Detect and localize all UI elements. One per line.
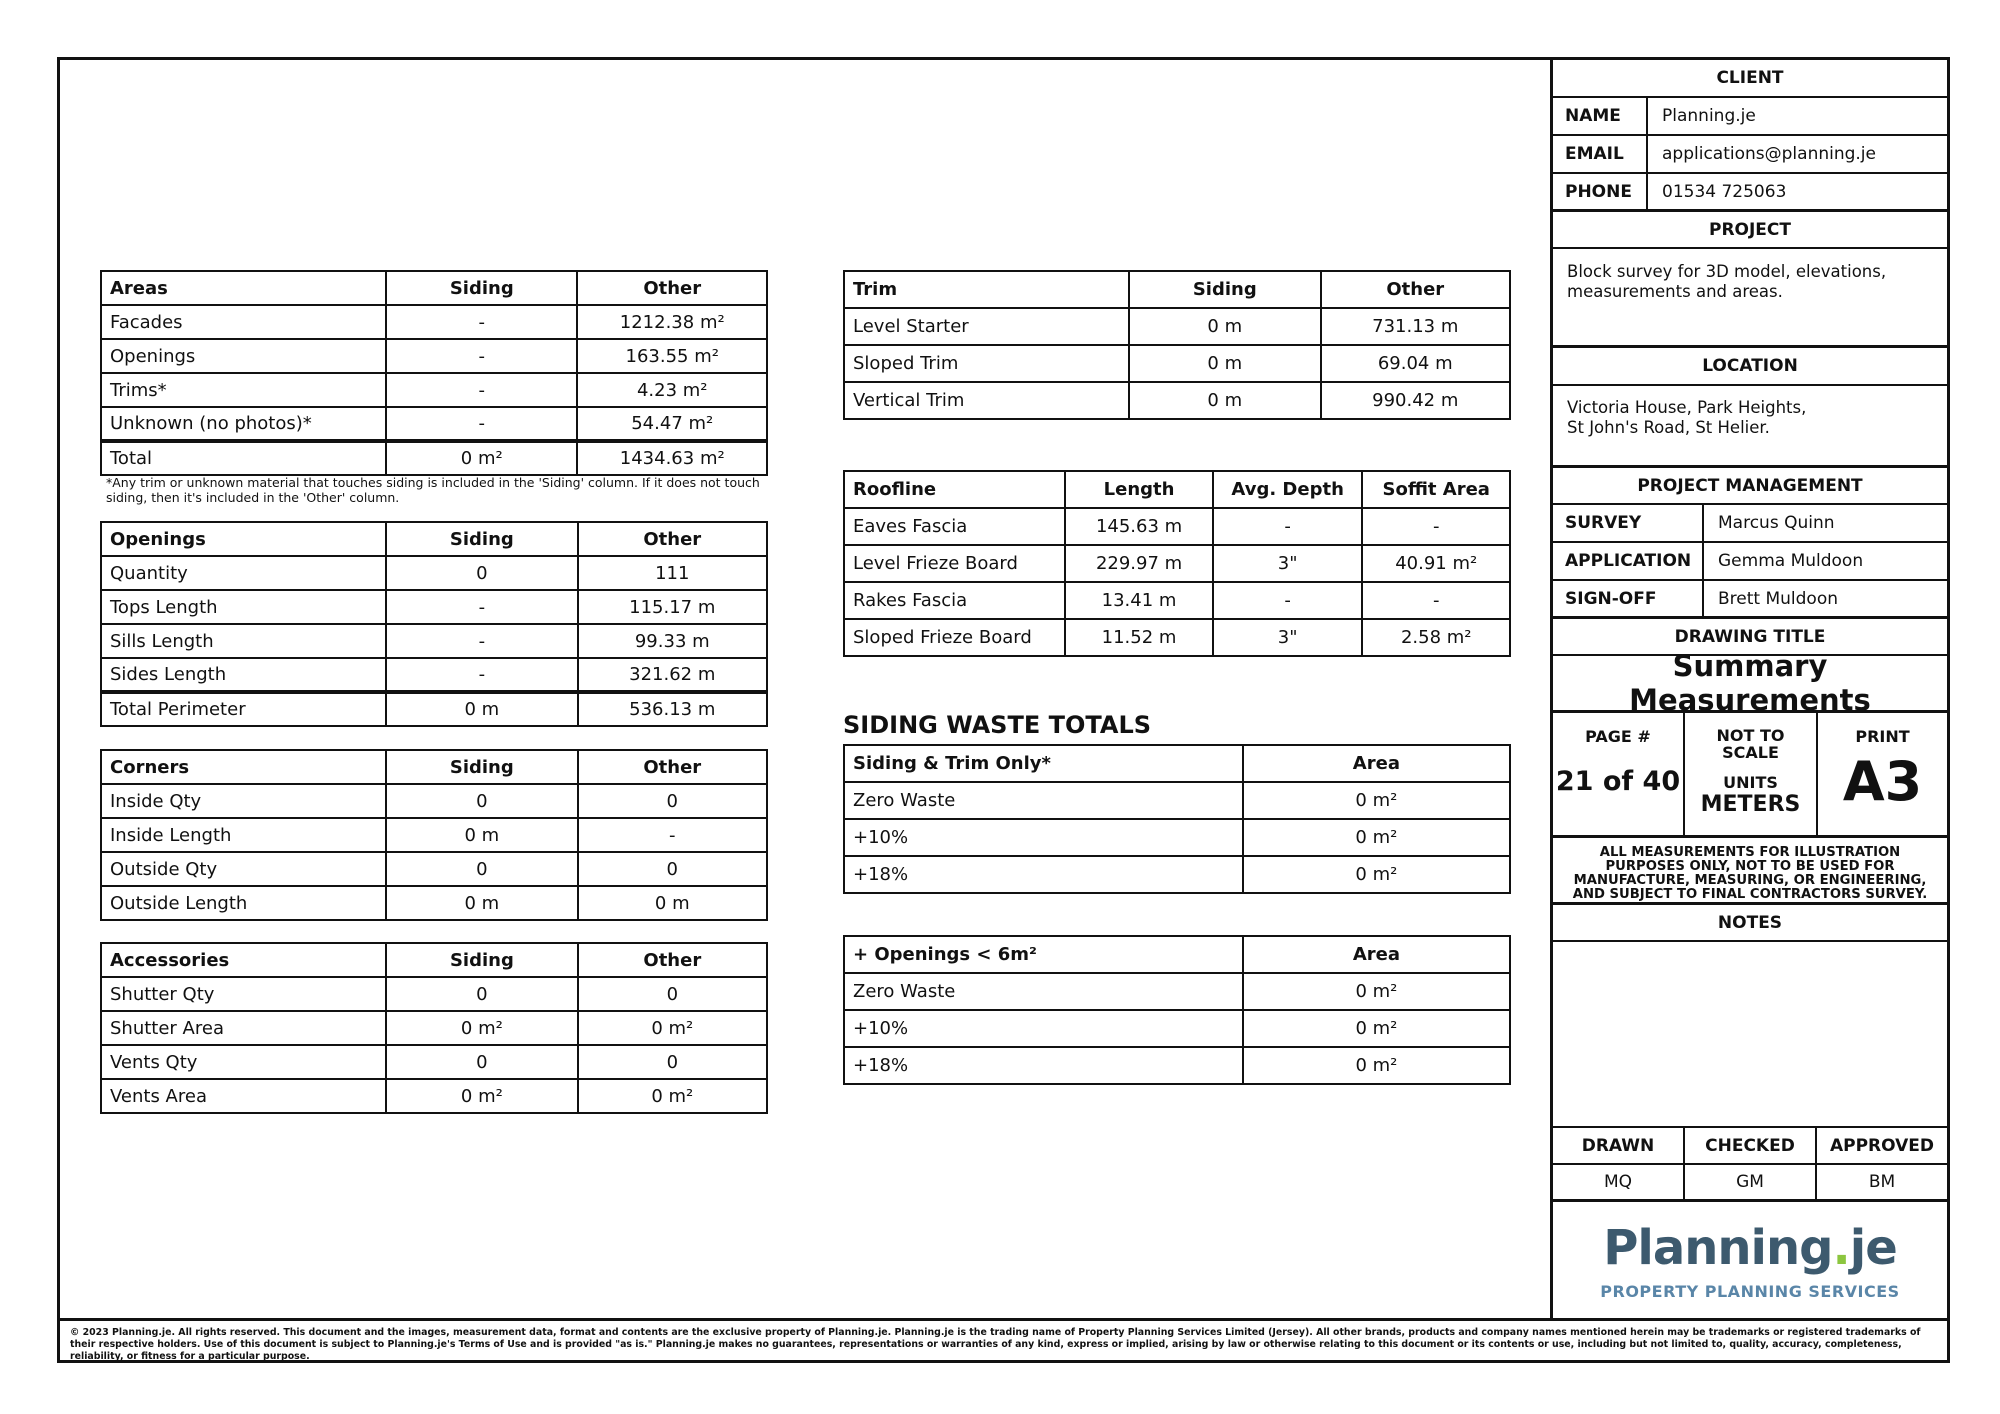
application-value: Gemma Muldoon	[1718, 551, 1864, 571]
page-number: 21 of 40	[1555, 766, 1681, 797]
table-row	[844, 508, 1510, 545]
table-cell: 163.55 m²	[577, 339, 767, 373]
logo-main-text: Planning	[1603, 1220, 1833, 1276]
column-header: Siding	[386, 750, 577, 784]
survey-value: Marcus Quinn	[1718, 513, 1835, 533]
table-cell: 0	[386, 784, 577, 818]
table-cell: 115.17 m	[578, 590, 767, 624]
table-cell: 1434.63 m²	[577, 441, 767, 475]
table-cell: 0 m	[386, 692, 577, 726]
table-cell: 0 m²	[1243, 1010, 1510, 1047]
signoff-value: Brett Muldoon	[1718, 588, 1839, 609]
table-cell: 145.63 m	[1065, 508, 1213, 545]
column-header: Corners	[101, 750, 386, 784]
table-cell: 99.33 m	[578, 624, 767, 658]
table-cell: -	[1213, 582, 1363, 619]
page-cell	[1553, 713, 1685, 835]
table-row	[844, 582, 1510, 619]
column-header: + Openings < 6m²	[844, 936, 1243, 973]
client-email-row	[1553, 136, 1947, 174]
table-row	[101, 373, 767, 407]
column-header: Openings	[101, 522, 386, 556]
column-header: Siding & Trim Only*	[844, 745, 1243, 782]
table-cell: -	[386, 590, 577, 624]
drawn-label: DRAWN	[1553, 1128, 1685, 1163]
table-cell: 731.13 m	[1321, 308, 1511, 345]
table-header-row	[101, 750, 767, 784]
table-row	[101, 818, 767, 852]
table-cell: 0 m	[1129, 308, 1320, 345]
table-cell: Level Frieze Board	[844, 545, 1065, 582]
scale-label	[1685, 727, 1816, 761]
signoff-header-row	[1553, 1128, 1947, 1165]
signoff-row	[1553, 581, 1947, 619]
table-cell: 0	[386, 977, 577, 1011]
column-header: Avg. Depth	[1213, 471, 1363, 508]
table-row	[101, 977, 767, 1011]
table-row	[844, 382, 1510, 419]
table-row	[844, 345, 1510, 382]
checked-initials: GM	[1685, 1165, 1817, 1199]
company-logo	[1553, 1202, 1947, 1313]
scale-label-line-1: NOT TO	[1716, 726, 1785, 745]
column-header: Areas	[101, 271, 386, 305]
column-header: Other	[577, 271, 767, 305]
table-cell: 0	[386, 852, 577, 886]
name-label: NAME	[1553, 98, 1648, 134]
table-cell: -	[578, 818, 767, 852]
location-header: LOCATION	[1553, 348, 1947, 386]
areas-footnote: *Any trim or unknown material that touches siding is included in the 'Siding' column. If it does not touch siding, then it's included in the 'Other' column.	[106, 475, 760, 505]
table-cell: 0 m²	[386, 1011, 577, 1045]
table-cell: Sills Length	[101, 624, 386, 658]
client-name-row	[1553, 98, 1947, 136]
table-cell: -	[386, 407, 577, 441]
table-cell: 0 m²	[1243, 782, 1510, 819]
table-cell: Quantity	[101, 556, 386, 590]
footer-divider	[60, 1318, 1947, 1321]
copyright-footer: © 2023 Planning.je. All rights reserved. This document and the images, measurement data, format and contents are the exclusive property of Planning.je. Planning.je is the trading name of Property Planning Services Limited (Jersey). All other brands, products and company names mentioned herein may be trademarks or registered trademarks of their respective holders. Use of this document is subject to Planning.je's Terms of Use and is provided "as is." Planning.je makes no guarantees, representations or warranties of any kind, express or implied, arising by law or otherwise relating to this document or its contents or use, including but not limited to, quality, accuracy, completeness, reliability, or fitness for a particular purpose.	[70, 1327, 1921, 1362]
column-header: Siding	[386, 522, 577, 556]
table-cell: +10%	[844, 1010, 1243, 1047]
table-cell: 0	[578, 977, 767, 1011]
column-header: Siding	[1129, 271, 1320, 308]
table-cell: Sloped Frieze Board	[844, 619, 1065, 656]
table-cell: Level Starter	[844, 308, 1129, 345]
client-email: applications@planning.je	[1662, 144, 1876, 164]
drawing-sheet	[57, 57, 1950, 1363]
column-header: Roofline	[844, 471, 1065, 508]
table-row	[844, 973, 1510, 1010]
areas-table	[100, 270, 768, 476]
table-row	[844, 856, 1510, 893]
drawn-initials: MQ	[1553, 1165, 1685, 1199]
table-cell: 0 m²	[578, 1079, 767, 1113]
table-cell: Eaves Fascia	[844, 508, 1065, 545]
scale-cell	[1685, 713, 1818, 835]
location-line-1: Victoria House, Park Heights,	[1567, 398, 1807, 417]
table-cell: 0 m	[578, 886, 767, 920]
title-block	[1550, 60, 1947, 1318]
application-label: APPLICATION	[1553, 543, 1704, 579]
column-header: Other	[1321, 271, 1511, 308]
table-row	[101, 407, 767, 441]
table-cell: 40.91 m²	[1362, 545, 1510, 582]
project-description: Block survey for 3D model, elevations, measurements and areas.	[1553, 249, 1947, 348]
table-row	[101, 886, 767, 920]
table-cell: Total Perimeter	[101, 692, 386, 726]
table-row	[101, 852, 767, 886]
openings-waste-table	[843, 935, 1511, 1085]
table-cell: 0 m²	[1243, 973, 1510, 1010]
table-cell: 0 m²	[386, 1079, 577, 1113]
client-header: CLIENT	[1553, 60, 1947, 98]
table-cell: 321.62 m	[578, 658, 767, 692]
table-header-row	[101, 271, 767, 305]
table-cell: 2.58 m²	[1362, 619, 1510, 656]
column-header: Trim	[844, 271, 1129, 308]
scale-label-line-2: SCALE	[1722, 743, 1779, 762]
table-cell: -	[386, 658, 577, 692]
table-row	[101, 339, 767, 373]
logo-tagline: PROPERTY PLANNING SERVICES	[1600, 1282, 1900, 1301]
table-cell: -	[1362, 508, 1510, 545]
table-cell: 1212.38 m²	[577, 305, 767, 339]
table-cell: Rakes Fascia	[844, 582, 1065, 619]
table-cell: 3"	[1213, 545, 1363, 582]
table-cell: 69.04 m	[1321, 345, 1511, 382]
table-cell: Shutter Area	[101, 1011, 386, 1045]
table-cell: -	[386, 624, 577, 658]
table-row	[101, 305, 767, 339]
table-cell: Facades	[101, 305, 386, 339]
project-header: PROJECT	[1553, 212, 1947, 249]
location-line-2: St John's Road, St Helier.	[1567, 418, 1770, 437]
table-cell: Total	[101, 441, 386, 475]
table-cell: 111	[578, 556, 767, 590]
table-row	[844, 782, 1510, 819]
table-row	[101, 556, 767, 590]
survey-row	[1553, 505, 1947, 543]
table-cell: 0 m²	[1243, 819, 1510, 856]
table-row	[844, 1010, 1510, 1047]
siding-waste-table	[843, 744, 1511, 894]
column-header: Siding	[386, 271, 577, 305]
table-cell: 0	[386, 1045, 577, 1079]
table-cell: 4.23 m²	[577, 373, 767, 407]
column-header: Siding	[386, 943, 577, 977]
column-header: Other	[578, 943, 767, 977]
email-label: EMAIL	[1553, 136, 1648, 172]
table-cell: Openings	[101, 339, 386, 373]
column-header: Area	[1243, 936, 1510, 973]
table-cell: Trims*	[101, 373, 386, 407]
table-cell: 990.42 m	[1321, 382, 1511, 419]
table-row	[101, 784, 767, 818]
table-cell: 54.47 m²	[577, 407, 767, 441]
application-row	[1553, 543, 1947, 581]
table-cell: -	[1362, 582, 1510, 619]
table-row	[844, 619, 1510, 656]
table-cell: 229.97 m	[1065, 545, 1213, 582]
units-value: METERS	[1700, 792, 1801, 817]
table-row	[101, 1045, 767, 1079]
roofline-table	[843, 470, 1511, 657]
table-row	[844, 545, 1510, 582]
table-row	[844, 819, 1510, 856]
table-cell: Vents Qty	[101, 1045, 386, 1079]
drawing-title: Summary Measurements	[1553, 656, 1947, 713]
table-cell: 0	[578, 852, 767, 886]
table-cell: Tops Length	[101, 590, 386, 624]
signoff-label: SIGN-OFF	[1553, 581, 1704, 616]
client-phone-row	[1553, 174, 1947, 212]
table-cell: Zero Waste	[844, 782, 1243, 819]
table-cell: Vents Area	[101, 1079, 386, 1113]
phone-label: PHONE	[1553, 174, 1648, 209]
client-name: Planning.je	[1662, 106, 1756, 126]
column-header: Soffit Area	[1362, 471, 1510, 508]
openings-table	[100, 521, 768, 727]
print-label: PRINT	[1855, 727, 1910, 746]
page-label: PAGE #	[1585, 727, 1651, 746]
table-row	[101, 590, 767, 624]
logo-dot: .	[1832, 1220, 1850, 1276]
table-cell: Zero Waste	[844, 973, 1243, 1010]
table-cell: -	[386, 373, 577, 407]
table-cell: +10%	[844, 819, 1243, 856]
logo-je-text: je	[1849, 1220, 1897, 1276]
table-cell: 0 m²	[1243, 1047, 1510, 1084]
table-cell: 0	[578, 784, 767, 818]
page-info	[1553, 713, 1947, 838]
table-cell: 13.41 m	[1065, 582, 1213, 619]
table-cell: 536.13 m	[578, 692, 767, 726]
measurement-disclaimer: ALL MEASUREMENTS FOR ILLUSTRATION PURPOSES ONLY, NOT TO BE USED FOR MANUFACTURE, MEASURING, OR ENGINEERING, AND SUBJECT TO FINAL CONTRACTORS SURVEY.	[1553, 838, 1947, 905]
signoff-initials-row	[1553, 1165, 1947, 1202]
logo-wordmark	[1553, 1222, 1947, 1274]
table-cell: +18%	[844, 856, 1243, 893]
table-cell: 0 m	[386, 886, 577, 920]
table-cell: 0 m	[1129, 382, 1320, 419]
table-cell: Shutter Qty	[101, 977, 386, 1011]
table-cell: +18%	[844, 1047, 1243, 1084]
print-cell	[1818, 713, 1947, 835]
location-address	[1553, 386, 1947, 468]
table-cell: Sloped Trim	[844, 345, 1129, 382]
column-header: Length	[1065, 471, 1213, 508]
table-cell: 0 m	[1129, 345, 1320, 382]
table-cell: Unknown (no photos)*	[101, 407, 386, 441]
table-cell: Inside Qty	[101, 784, 386, 818]
table-cell: -	[386, 339, 577, 373]
approved-label: APPROVED	[1829, 1135, 1935, 1156]
approved-initials: BM	[1868, 1172, 1896, 1192]
client-phone: 01534 725063	[1662, 181, 1787, 202]
table-header-row	[844, 471, 1510, 508]
accessories-table	[100, 942, 768, 1114]
print-size: A3	[1842, 750, 1923, 813]
notes-header: NOTES	[1553, 905, 1947, 942]
corners-table	[100, 749, 768, 921]
table-cell: Vertical Trim	[844, 382, 1129, 419]
table-header-row	[844, 271, 1510, 308]
table-header-row	[101, 943, 767, 977]
table-cell: 11.52 m	[1065, 619, 1213, 656]
table-cell: -	[386, 305, 577, 339]
table-header-row	[844, 745, 1510, 782]
survey-label: SURVEY	[1553, 505, 1704, 541]
table-cell: 0 m²	[386, 441, 577, 475]
column-header: Other	[578, 522, 767, 556]
drawing-title-header: DRAWING TITLE	[1553, 619, 1947, 656]
management-header: PROJECT MANAGEMENT	[1553, 468, 1947, 505]
column-header: Other	[578, 750, 767, 784]
table-header-row	[844, 936, 1510, 973]
table-total-row	[101, 441, 767, 475]
table-cell: 0 m	[386, 818, 577, 852]
notes-area	[1553, 942, 1947, 1128]
trim-table	[843, 270, 1511, 420]
table-total-row	[101, 692, 767, 726]
checked-label: CHECKED	[1685, 1128, 1817, 1163]
table-cell: 0	[386, 556, 577, 590]
table-row	[101, 624, 767, 658]
table-cell: 0 m²	[1243, 856, 1510, 893]
table-row	[101, 1079, 767, 1113]
table-cell: Outside Length	[101, 886, 386, 920]
siding-waste-title: SIDING WASTE TOTALS	[843, 711, 1152, 739]
column-header: Accessories	[101, 943, 386, 977]
table-cell: 3"	[1213, 619, 1363, 656]
table-row	[101, 658, 767, 692]
column-header: Area	[1243, 745, 1510, 782]
units-label: UNITS	[1723, 773, 1778, 792]
table-row	[101, 1011, 767, 1045]
table-cell: Outside Qty	[101, 852, 386, 886]
table-cell: 0 m²	[578, 1011, 767, 1045]
table-cell: Inside Length	[101, 818, 386, 852]
table-header-row	[101, 522, 767, 556]
table-cell: Sides Length	[101, 658, 386, 692]
table-row	[844, 308, 1510, 345]
table-cell: 0	[578, 1045, 767, 1079]
table-row	[844, 1047, 1510, 1084]
table-cell: -	[1213, 508, 1363, 545]
